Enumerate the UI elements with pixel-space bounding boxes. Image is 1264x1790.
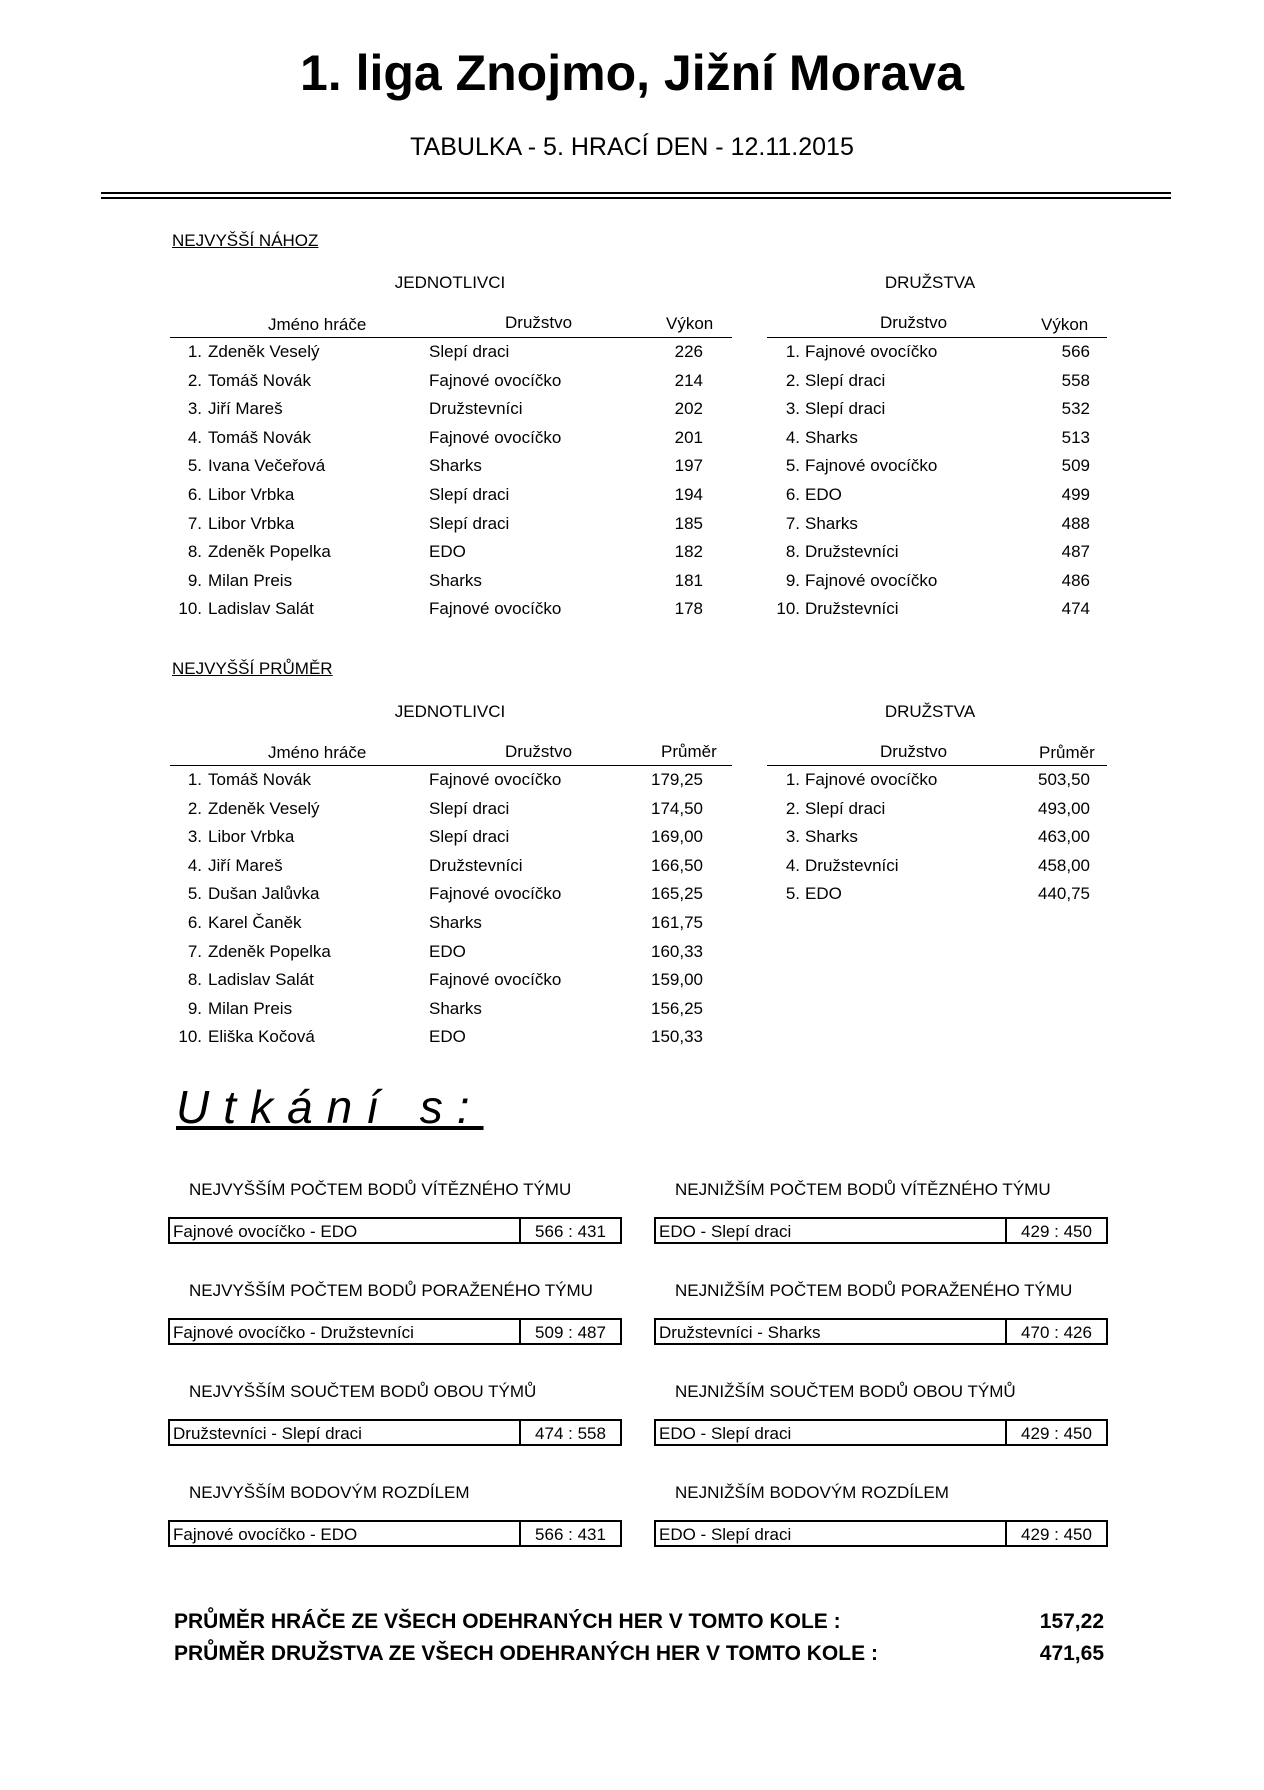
row-value: 156,25 (651, 998, 703, 1018)
col-header-team: Družstvo (505, 313, 573, 332)
player-name: Ivana Večeřová (208, 456, 326, 476)
row-rank: 7. (785, 513, 800, 533)
col-header-value: Výkon (666, 314, 714, 333)
row-value: 474 (1061, 599, 1090, 619)
player-name: Ladislav Salát (208, 599, 314, 619)
row-value: 214 (674, 370, 703, 390)
row-rank: 1. (187, 770, 202, 789)
row-value: 161,75 (651, 913, 703, 932)
row-rank: 9. (785, 570, 800, 590)
row-value: 194 (674, 485, 703, 504)
match-score: 429 : 450 (1005, 1522, 1106, 1545)
group-label-teams: DRUŽSTVA (884, 702, 976, 721)
team-name: Slepí draci (805, 370, 886, 390)
row-rank: 10. (178, 599, 202, 619)
row-rank: 6. (187, 913, 202, 932)
row-rank: 8. (785, 542, 800, 562)
match-score: 429 : 450 (1005, 1219, 1106, 1242)
row-value: 566 (1061, 342, 1090, 361)
header-divider (101, 192, 1171, 194)
col-header-team: Družstvo (880, 313, 948, 332)
row-value: 178 (674, 599, 703, 619)
page-title: 1. liga Znojmo, Jižní Morava (299, 45, 964, 101)
match-teams: EDO - Slepí draci (659, 1424, 792, 1443)
row-value: 509 (1061, 456, 1090, 476)
col-header-value: Výkon (1041, 315, 1089, 334)
row-value: 487 (1061, 542, 1090, 562)
col-header-name: Jméno hráče (268, 315, 367, 334)
team-name: Slepí draci (429, 513, 510, 533)
row-rank: 10. (776, 599, 800, 619)
col-header-team: Družstvo (880, 742, 948, 761)
row-value: 493,00 (1038, 798, 1090, 818)
row-rank: 5. (785, 456, 800, 476)
row-rank: 3. (785, 827, 800, 847)
row-value: 159,00 (651, 970, 703, 990)
match-record-box (654, 1419, 1108, 1446)
match-teams: Fajnové ovocíčko - EDO (173, 1222, 358, 1241)
team-average-value: 471,65 (1039, 1642, 1104, 1665)
col-header-value: Průměr (1039, 743, 1095, 762)
row-value: 503,50 (1038, 770, 1090, 789)
player-name: Ladislav Salát (208, 970, 314, 990)
row-rank: 7. (187, 941, 202, 961)
row-value: 513 (1061, 427, 1090, 447)
match-category-label: NEJVYŠŠÍM POČTEM BODŮ VÍTĚZNÉHO TÝMU (189, 1180, 572, 1199)
team-name: Fajnové ovocíčko (805, 342, 938, 361)
match-record-box (168, 1520, 622, 1547)
match-category-label: NEJNIŽŠÍM POČTEM BODŮ VÍTĚZNÉHO TÝMU (675, 1180, 1051, 1199)
team-name: Slepí draci (429, 798, 510, 818)
team-name: EDO (805, 485, 842, 504)
team-name: Sharks (429, 913, 482, 932)
match-teams: EDO - Slepí draci (659, 1222, 792, 1241)
row-rank: 2. (187, 798, 202, 818)
row-rank: 5. (187, 456, 202, 476)
team-name: EDO (429, 941, 466, 961)
row-rank: 2. (785, 798, 800, 818)
row-value: 179,25 (651, 770, 703, 789)
match-category-label: NEJNIŽŠÍM BODOVÝM ROZDÍLEM (675, 1483, 949, 1502)
player-name: Tomáš Novák (208, 370, 311, 390)
col-header-name: Jméno hráče (268, 743, 367, 762)
player-name: Dušan Jalůvka (208, 884, 320, 904)
col-header-value: Průměr (661, 742, 717, 761)
row-value: 458,00 (1038, 855, 1090, 875)
row-value: 174,50 (651, 798, 703, 818)
row-value: 166,50 (651, 855, 703, 875)
row-value: 169,00 (651, 827, 703, 847)
row-rank: 9. (187, 998, 202, 1018)
row-rank: 1. (187, 342, 202, 361)
row-rank: 4. (187, 855, 202, 875)
row-rank: 4. (187, 427, 202, 447)
team-name: Družstevníci (805, 599, 899, 619)
player-name: Zdeněk Veselý (208, 342, 320, 361)
team-name: Sharks (429, 456, 482, 476)
row-value: 202 (674, 399, 703, 419)
row-rank: 1. (785, 342, 800, 361)
match-record-box (654, 1217, 1108, 1244)
section-title-nahoz: NEJVYŠŠÍ NÁHOZ (172, 231, 319, 250)
player-name: Zdeněk Veselý (208, 798, 320, 818)
match-category-label: NEJVYŠŠÍM BODOVÝM ROZDÍLEM (189, 1483, 470, 1502)
player-average-value: 157,22 (1039, 1610, 1104, 1633)
row-value: 185 (674, 513, 703, 533)
row-value: 226 (674, 342, 703, 361)
team-name: Slepí draci (429, 342, 510, 361)
team-name: Fajnové ovocíčko (429, 970, 562, 990)
player-name: Libor Vrbka (208, 485, 295, 504)
team-name: Fajnové ovocíčko (805, 456, 938, 476)
row-rank: 8. (187, 542, 202, 562)
row-value: 463,00 (1038, 827, 1090, 847)
row-value: 488 (1061, 513, 1090, 533)
row-value: 532 (1061, 399, 1090, 419)
row-value: 486 (1061, 570, 1090, 590)
team-name: Fajnové ovocíčko (429, 770, 562, 789)
player-name: Jiří Mareš (208, 855, 283, 875)
player-name: Tomáš Novák (208, 770, 311, 789)
player-name: Libor Vrbka (208, 827, 295, 847)
team-name: Sharks (805, 827, 858, 847)
team-name: Družstevníci (429, 855, 523, 875)
row-value: 182 (674, 542, 703, 562)
row-rank: 7. (187, 513, 202, 533)
team-name: Slepí draci (805, 399, 886, 419)
group-label-teams: DRUŽSTVA (884, 273, 976, 292)
team-name: Slepí draci (805, 798, 886, 818)
match-category-label: NEJVYŠŠÍM POČTEM BODŮ PORAŽENÉHO TÝMU (189, 1281, 593, 1300)
row-rank: 2. (785, 370, 800, 390)
row-value: 558 (1061, 370, 1090, 390)
row-rank: 9. (187, 570, 202, 590)
row-rank: 4. (785, 427, 800, 447)
player-average-label: PRŮMĚR HRÁČE ZE VŠECH ODEHRANÝCH HER V TOMTO KOLE : (174, 1610, 841, 1633)
match-category-label: NEJNIŽŠÍM SOUČTEM BODŮ OBOU TÝMŮ (675, 1382, 1016, 1401)
match-record-box (654, 1520, 1108, 1547)
team-name: Fajnové ovocíčko (429, 599, 562, 619)
team-name: Družstevníci (429, 399, 523, 419)
table-header-line (767, 337, 1107, 338)
table-header-line (170, 765, 732, 766)
player-name: Zdeněk Popelka (208, 941, 331, 961)
table-header-line (170, 337, 732, 338)
match-category-label: NEJNIŽŠÍM POČTEM BODŮ PORAŽENÉHO TÝMU (675, 1281, 1073, 1300)
match-record-box (168, 1419, 622, 1446)
player-name: Karel Čaněk (208, 913, 302, 932)
team-name: Fajnové ovocíčko (805, 570, 938, 590)
match-score: 470 : 426 (1005, 1320, 1106, 1343)
team-name: Slepí draci (429, 485, 510, 504)
row-value: 499 (1061, 485, 1090, 504)
match-teams: Fajnové ovocíčko - EDO (173, 1525, 358, 1544)
matches-heading: Utkání s: (176, 1081, 484, 1133)
row-value: 165,25 (651, 884, 703, 904)
team-name: Fajnové ovocíčko (429, 884, 562, 904)
player-name: Eliška Kočová (208, 1027, 315, 1047)
match-teams: Fajnové ovocíčko - Družstevníci (173, 1323, 414, 1342)
group-label-individuals: JEDNOTLIVCI (394, 702, 506, 721)
team-name: Družstevníci (805, 542, 899, 562)
table-header-line (767, 765, 1107, 766)
match-score: 566 : 431 (519, 1522, 620, 1545)
match-score: 474 : 558 (519, 1421, 620, 1444)
match-category-label: NEJVYŠŠÍM SOUČTEM BODŮ OBOU TÝMŮ (189, 1382, 537, 1401)
row-rank: 3. (187, 827, 202, 847)
row-rank: 6. (785, 485, 800, 504)
row-value: 440,75 (1038, 884, 1090, 904)
section-title-prumer: NEJVYŠŠÍ PRŮMĚR (172, 659, 333, 678)
match-record-box (168, 1318, 622, 1345)
row-value: 150,33 (651, 1027, 703, 1047)
row-value: 197 (674, 456, 703, 476)
match-record-box (654, 1318, 1108, 1345)
match-record-box (168, 1217, 622, 1244)
match-score: 509 : 487 (519, 1320, 620, 1343)
row-rank: 6. (187, 485, 202, 504)
player-name: Zdeněk Popelka (208, 542, 331, 562)
player-name: Jiří Mareš (208, 399, 283, 419)
team-average-label: PRŮMĚR DRUŽSTVA ZE VŠECH ODEHRANÝCH HER V TOMTO KOLE : (174, 1642, 878, 1665)
row-value: 201 (674, 427, 703, 447)
row-rank: 2. (187, 370, 202, 390)
team-name: EDO (429, 1027, 466, 1047)
row-rank: 10. (178, 1027, 202, 1047)
team-name: EDO (805, 884, 842, 904)
row-rank: 3. (785, 399, 800, 419)
team-name: Slepí draci (429, 827, 510, 847)
match-teams: Družstevníci - Slepí draci (173, 1424, 362, 1443)
row-rank: 5. (785, 884, 800, 904)
row-value: 181 (674, 570, 703, 590)
row-rank: 1. (785, 770, 800, 789)
team-name: Sharks (429, 998, 482, 1018)
col-header-team: Družstvo (505, 742, 573, 761)
header-divider (101, 197, 1171, 199)
team-name: Sharks (429, 570, 482, 590)
match-score: 566 : 431 (519, 1219, 620, 1242)
team-name: Fajnové ovocíčko (429, 427, 562, 447)
match-teams: Družstevníci - Sharks (659, 1323, 821, 1342)
team-name: EDO (429, 542, 466, 562)
player-name: Milan Preis (208, 998, 293, 1018)
row-rank: 5. (187, 884, 202, 904)
team-name: Fajnové ovocíčko (429, 370, 562, 390)
row-value: 160,33 (651, 941, 703, 961)
page-subtitle: TABULKA - 5. HRACÍ DEN - 12.11.2015 (410, 133, 854, 161)
team-name: Fajnové ovocíčko (805, 770, 938, 789)
match-score: 429 : 450 (1005, 1421, 1106, 1444)
player-name: Milan Preis (208, 570, 293, 590)
row-rank: 4. (785, 855, 800, 875)
row-rank: 8. (187, 970, 202, 990)
player-name: Libor Vrbka (208, 513, 295, 533)
team-name: Družstevníci (805, 855, 899, 875)
player-name: Tomáš Novák (208, 427, 311, 447)
group-label-individuals: JEDNOTLIVCI (394, 273, 506, 292)
team-name: Sharks (805, 513, 858, 533)
team-name: Sharks (805, 427, 858, 447)
match-teams: EDO - Slepí draci (659, 1525, 792, 1544)
row-rank: 3. (187, 399, 202, 419)
